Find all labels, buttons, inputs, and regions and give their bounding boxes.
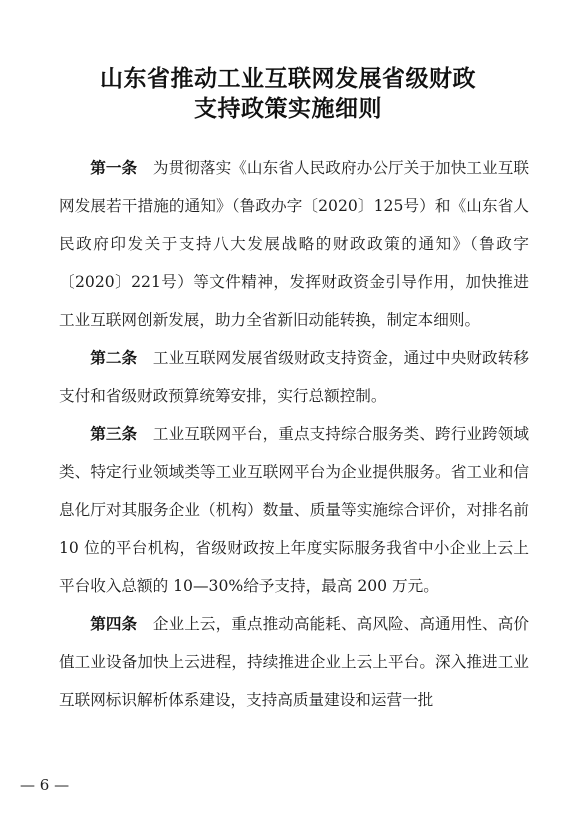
article-1 xyxy=(59,149,529,339)
article-2 xyxy=(59,339,529,415)
article-3 xyxy=(59,415,529,605)
document-title-line-2: 支持政策实施细则 xyxy=(194,95,382,122)
article-2-text: 工业互联网发展省级财政支持资金，通过中央财政转移支付和省级财政预算统筹安排，实行总额控制。 xyxy=(59,349,529,405)
article-1-label: 第一条 xyxy=(90,159,138,177)
document-title-line-1: 山东省推动工业互联网发展省级财政 xyxy=(100,65,476,92)
article-3-text: 工业互联网平台，重点支持综合服务类、跨行业跨领域类、特定行业领域类等工业互联网平台为企业提供服务。省工业和信息化厅对其服务企业（机构）数量、质量等实施综合评价，对排名前 10 位的平台机构，省级财政按上年度实际服务我省中小企业上云上平台收入总额的 10—30%给予支持，最高 200 万元。 xyxy=(59,425,529,595)
article-3-label: 第三条 xyxy=(90,425,138,443)
page-number: — 6 — xyxy=(20,776,70,794)
article-4 xyxy=(59,605,529,719)
document-body xyxy=(59,149,529,719)
article-2-label: 第二条 xyxy=(90,349,138,367)
article-1-text: 为贯彻落实《山东省人民政府办公厅关于加快工业互联网发展若干措施的通知》（鲁政办字〔2020〕125号）和《山东省人民政府印发关于支持八大发展战略的财政政策的通知》（鲁政字〔2020〕221号）等文件精神，发挥财政资金引导作用，加快推进工业互联网创新发展，助力全省新旧动能转换，制定本细则。 xyxy=(59,159,529,329)
article-4-text: 企业上云，重点推动高能耗、高风险、高通用性、高价值工业设备加快上云进程，持续推进企业上云上平台。深入推进工业互联网标识解析体系建设，支持高质量建设和运营一批 xyxy=(59,615,529,709)
article-4-label: 第四条 xyxy=(90,615,138,633)
